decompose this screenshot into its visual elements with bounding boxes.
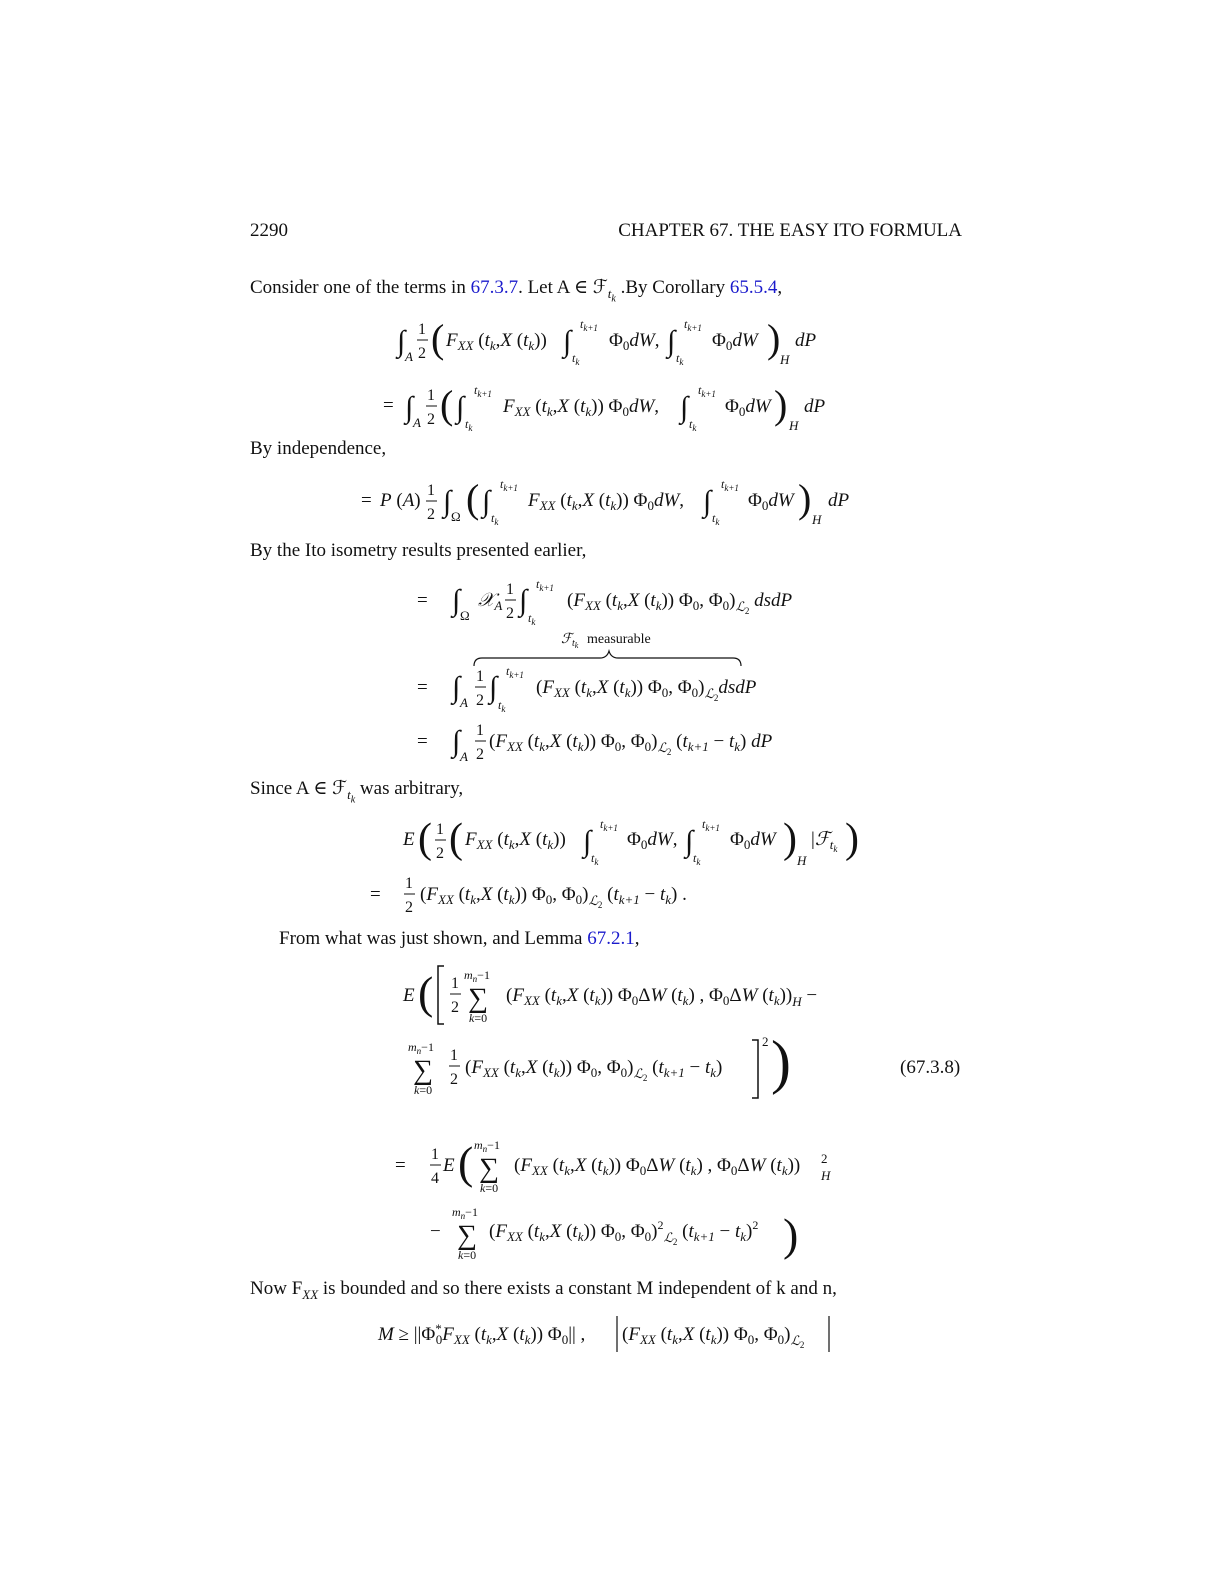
svg-text:Φ0dW,: $\Phi_0dW$, [627, 829, 678, 852]
svg-text:tk: $t_k$ [498, 698, 506, 714]
ref-67-2-1-link[interactable]: 67.2.1 [587, 928, 635, 949]
paragraph-consider: Consider one of the terms in 67.3.7. Let A ∈ ℱ$_{t_k}$ .By Corollary 65.5.4, [250, 277, 783, 305]
paragraph-now-fxx: Now $F_{XX}$ is bounded and so there exists a constant M independent of k and n, [250, 1278, 837, 1302]
svg-text:Φ0dW: $\Phi_0dW$ [748, 490, 794, 513]
svg-text:=: = [417, 677, 428, 698]
svg-text:(FXX (tk,X (tk)) Φ0, Φ0)ℒ2 (tk: ($F_{XX}$ ($t_k,X$ $(t_k)$) $\Phi_0$, $\Phi_0)_ℒ2$ $(t_{k+1} - t_k)$ dP [489, 731, 773, 757]
svg-text:A: A [460, 695, 468, 710]
svg-text:∫: ∫ [583, 825, 592, 858]
svg-text:dP: dP [795, 330, 817, 351]
svg-text:(FXX (tk,X (tk)) Φ0ΔW (tk) , Φ: ($F_{XX}$ ($t_k,X$ $(t_k)$) $\Phi_0\Delta W$ $(t_k)$ , $\Phi_0\Delta W$ $(t_k))_H$ − [506, 985, 818, 1009]
svg-text:∫: ∫ [443, 485, 452, 518]
svg-text:∫: ∫ [405, 391, 414, 424]
svg-text:M ≥ ||Φ*0FXX (tk,X (tk)) Φ0||: M ≥ ||Φ* $0F_{XX}$ ($t_k,X$ $(t_k)$) $\Phi_0||$ , [378, 1321, 586, 1347]
svg-text:(: ( [440, 382, 454, 427]
svg-text:dP: dP [804, 396, 826, 417]
svg-text:FXX (tk,X (tk)): $F_{XX}$ ($t_k,X$ $(t_k)$) [446, 330, 547, 353]
svg-text:Ω: Ω [451, 509, 461, 524]
svg-text:(FXX (tk,X (tk)) Φ0, Φ0)2ℒ2 (t: ($F_{XX}$ ($t_k,X$ $(t_k)$) $\Phi_0$, $\Phi_0)^2_ℒ2$ $(t_{k+1} - t_k)^2$ [489, 1218, 759, 1247]
svg-text:): ) [771, 1029, 791, 1095]
svg-text:=: = [370, 884, 381, 905]
svg-text:(: ( [418, 816, 432, 862]
svg-text:∑: ∑ [468, 983, 488, 1014]
svg-text:A: A [405, 349, 413, 364]
svg-text:FXX (tk,X (tk)): $F_{XX}$ ($t_k,X$ $(t_k)$) [465, 829, 566, 852]
svg-text:(FXX (tk,X (tk)) Φ0, Φ0)ℒ2 (tk: ($F_{XX}$ ($t_k,X$ $(t_k)$) $\Phi_0$, $\Phi_0)_ℒ2$ $(t_{k+1} - t_k)$ [465, 1057, 723, 1083]
svg-text:2: 2 [418, 345, 426, 362]
svg-text:tk+1: $t_{k+1}$ [698, 383, 716, 399]
svg-text:H: H [789, 418, 799, 433]
svg-text:4: 4 [431, 1170, 439, 1187]
paragraph-ito-isometry: By the Ito isometry results presented earlier, [250, 540, 587, 561]
svg-text:1: 1 [450, 1047, 458, 1064]
equation-5-line-1 [402, 966, 817, 1025]
svg-text:E: E [403, 829, 415, 850]
svg-text:mn−1: $m_n-1$ [474, 1138, 500, 1154]
svg-text:2: 2 [506, 605, 514, 622]
svg-text:∫: ∫ [452, 584, 461, 617]
svg-text:(: ( [458, 1137, 474, 1188]
paragraph-since-arbitrary: Since A ∈ ℱ$_{t_k}$ was arbitrary, [250, 778, 464, 806]
equation-4-line-2 [370, 875, 687, 916]
ref-67-3-7-link[interactable]: 67.3.7 [470, 277, 519, 298]
svg-text:Φ0dW: $\Phi_0dW$ [730, 829, 776, 852]
svg-text:H: H [812, 512, 822, 527]
svg-text:(FXX (tk,X (tk)) Φ0, Φ0)ℒ2dsdP: ($F_{XX}$ ($t_k,X$ $(t_k)$) $\Phi_0$, $\Phi_0)_ℒ2dsdP$ [536, 677, 757, 703]
svg-text:Ω: Ω [460, 608, 470, 623]
svg-text:∫: ∫ [452, 671, 461, 704]
svg-text:tk: $t_k$ [693, 851, 701, 867]
svg-text:k=0: k=0 [458, 1248, 477, 1262]
svg-text:1: 1 [431, 1146, 439, 1163]
svg-text:): ) [845, 816, 859, 862]
svg-text:∑: ∑ [457, 1220, 477, 1251]
svg-text:∫: ∫ [680, 391, 689, 424]
svg-text:2: 2 [762, 1034, 769, 1049]
svg-text:(FXX (tk,X (tk)) Φ0, Φ0)ℒ2 (tk: ($F_{XX}$ ($t_k,X$ $(t_k)$) $\Phi_0$, $\Phi_0)_ℒ2$ $(t_{k+1} - t_k)$ . [420, 884, 687, 910]
svg-text:(: ( [466, 476, 480, 521]
svg-text:∫: ∫ [563, 325, 572, 358]
equation-5-line-2 [408, 1029, 791, 1098]
svg-text:k=0: k=0 [469, 1011, 488, 1025]
svg-text:1: 1 [427, 482, 435, 499]
svg-text:2: 2 [451, 999, 459, 1016]
svg-text:𝒳A: 𝒳$_A$ [478, 590, 503, 613]
svg-text:(: ( [418, 967, 434, 1018]
svg-text:1: 1 [436, 821, 444, 838]
svg-text:−: − [430, 1221, 441, 1242]
svg-text:(: ( [449, 816, 463, 862]
svg-text:|ℱtk: |ℱ$_t$k [811, 829, 838, 854]
svg-text:2: 2 [450, 1071, 458, 1088]
svg-text:mn−1: $m_n-1$ [452, 1205, 478, 1221]
svg-text:∫: ∫ [685, 825, 694, 858]
overbrace-label: measurable [587, 632, 651, 647]
svg-text:1: 1 [476, 668, 484, 685]
svg-text:2: 2 [476, 746, 484, 763]
svg-text:H: H [821, 1168, 831, 1183]
overbrace [474, 632, 741, 666]
svg-text:Φ0dW: $\Phi_0dW$ [712, 330, 758, 353]
equation-number: (67.3.8) [900, 1057, 961, 1078]
svg-text:∫: ∫ [519, 584, 528, 617]
svg-text:(FXX (tk,X (tk)) Φ0, Φ0)ℒ2 dsd: ($F_{XX}$ ($t_k,X$ $(t_k)$) $\Phi_0$, $\Phi_0)_ℒ2$ dsdP [567, 590, 793, 616]
svg-text:2: 2 [427, 411, 435, 428]
svg-text:tk+1: $t_{k+1}$ [474, 383, 492, 399]
svg-text:=: = [417, 590, 428, 611]
svg-text:): ) [783, 1209, 799, 1260]
chapter-title: CHAPTER 67. THE EASY ITO FORMULA [618, 220, 962, 241]
svg-text:): ) [774, 382, 788, 427]
svg-text:1: 1 [506, 581, 514, 598]
svg-text:2: 2 [821, 1151, 828, 1166]
svg-text:tk+1: $t_{k+1}$ [506, 664, 524, 680]
svg-text:): ) [798, 476, 812, 521]
svg-text:): ) [767, 316, 781, 361]
svg-text:k=0: k=0 [414, 1083, 433, 1097]
svg-text:(: ( [431, 316, 445, 361]
equation-5-line-4 [430, 1205, 798, 1262]
svg-text:2: 2 [405, 899, 413, 916]
svg-text:∫: ∫ [667, 325, 676, 358]
svg-text:FXX (tk,X (tk)) Φ0dW,: $F_{XX}$ ($t_k,X$ $(t_k)$) $\Phi_0dW$, [528, 490, 685, 513]
svg-text:∫: ∫ [397, 325, 406, 358]
svg-text:=: = [417, 731, 428, 752]
svg-text:ℱtk: ℱ$_t$k [561, 632, 579, 650]
svg-text:E: E [443, 1155, 455, 1176]
svg-text:tk+1: $t_{k+1}$ [600, 817, 618, 833]
svg-text:tk+1: $t_{k+1}$ [684, 317, 702, 333]
svg-text:tk: $t_k$ [689, 417, 697, 433]
equation-3-line-1 [417, 577, 793, 627]
svg-text:tk: $t_k$ [491, 511, 499, 527]
svg-text:=: = [361, 490, 372, 511]
svg-text:E: E [403, 985, 415, 1006]
svg-text:tk: $t_k$ [712, 511, 720, 527]
equation-3-line-3 [417, 722, 773, 764]
svg-text:tk: $t_k$ [528, 611, 536, 627]
svg-text:dP: dP [828, 490, 850, 511]
equation-4-line-1 [402, 816, 859, 868]
svg-text:P (A): P (A) [380, 490, 421, 511]
svg-text:A: A [413, 415, 421, 430]
svg-text:tk: $t_k$ [591, 851, 599, 867]
svg-text:mn−1: $m_n-1$ [408, 1040, 434, 1056]
svg-text:tk+1: $t_{k+1}$ [536, 577, 554, 593]
svg-text:tk+1: $t_{k+1}$ [702, 817, 720, 833]
svg-text:tk+1: $t_{k+1}$ [721, 477, 739, 493]
svg-text:H: H [780, 352, 790, 367]
svg-text:1: 1 [418, 321, 426, 338]
equation-6 [377, 1316, 829, 1352]
equation-5-line-3 [395, 1137, 831, 1195]
ref-65-5-4-link[interactable]: 65.5.4 [729, 277, 778, 298]
svg-text:1: 1 [427, 387, 435, 404]
svg-text:∫: ∫ [489, 671, 498, 704]
svg-text:2: 2 [476, 692, 484, 709]
svg-text:1: 1 [476, 722, 484, 739]
svg-text:∫: ∫ [703, 485, 712, 518]
page-number: 2290 [250, 220, 288, 241]
svg-text:FXX (tk,X (tk)) Φ0dW,: $F_{XX}$ ($t_k,X$ $(t_k)$) $\Phi_0dW$, [503, 396, 660, 419]
svg-text:=: = [395, 1155, 406, 1176]
svg-text:1: 1 [451, 975, 459, 992]
svg-text:(FXX (tk,X (tk)) Φ0ΔW (tk) , Φ: ($F_{XX}$ ($t_k,X$ $(t_k)$) $\Phi_0\Delta W$ $(t_k)$ , $\Phi_0\Delta W$ $(t_k)$) [514, 1155, 801, 1178]
svg-text:mn−1: $m_n-1$ [464, 968, 490, 984]
svg-text:tk+1: $t_{k+1}$ [580, 317, 598, 333]
equation-3-line-2 [417, 664, 757, 714]
svg-text:tk: $t_k$ [572, 351, 580, 367]
svg-text:(FXX (tk,X (tk)) Φ0, Φ0)ℒ2: ($F_{XX}$ ($t_k,X$ $(t_k)$) $\Phi_0$, $\Phi_0)_ℒ2$ [622, 1324, 805, 1350]
svg-text:∑: ∑ [413, 1055, 433, 1086]
svg-text:∫: ∫ [456, 391, 465, 424]
svg-text:1: 1 [405, 875, 413, 892]
svg-text:H: H [797, 853, 807, 868]
svg-text:2: 2 [436, 845, 444, 862]
svg-text:Φ0dW,: $\Phi_0dW$, [609, 330, 660, 353]
svg-text:A: A [460, 749, 468, 764]
svg-text:tk: $t_k$ [465, 417, 473, 433]
svg-text:): ) [783, 816, 797, 862]
equation-1-line-1 [395, 316, 817, 367]
svg-text:∫: ∫ [482, 485, 491, 518]
equation-2 [361, 476, 850, 527]
equation-1-line-2 [383, 382, 826, 433]
svg-text:k=0: k=0 [480, 1181, 499, 1195]
paragraph-from-what: From what was just shown, and Lemma 67.2.1, [279, 928, 640, 949]
svg-text:tk: $t_k$ [676, 351, 684, 367]
svg-text:tk+1: $t_{k+1}$ [500, 477, 518, 493]
svg-text:∑: ∑ [479, 1153, 499, 1184]
paragraph-by-independence: By independence, [250, 438, 387, 459]
svg-text:∫: ∫ [452, 725, 461, 758]
svg-text:=: = [383, 395, 394, 416]
svg-text:2: 2 [427, 506, 435, 523]
svg-text:Φ0dW: $\Phi_0dW$ [725, 396, 771, 419]
